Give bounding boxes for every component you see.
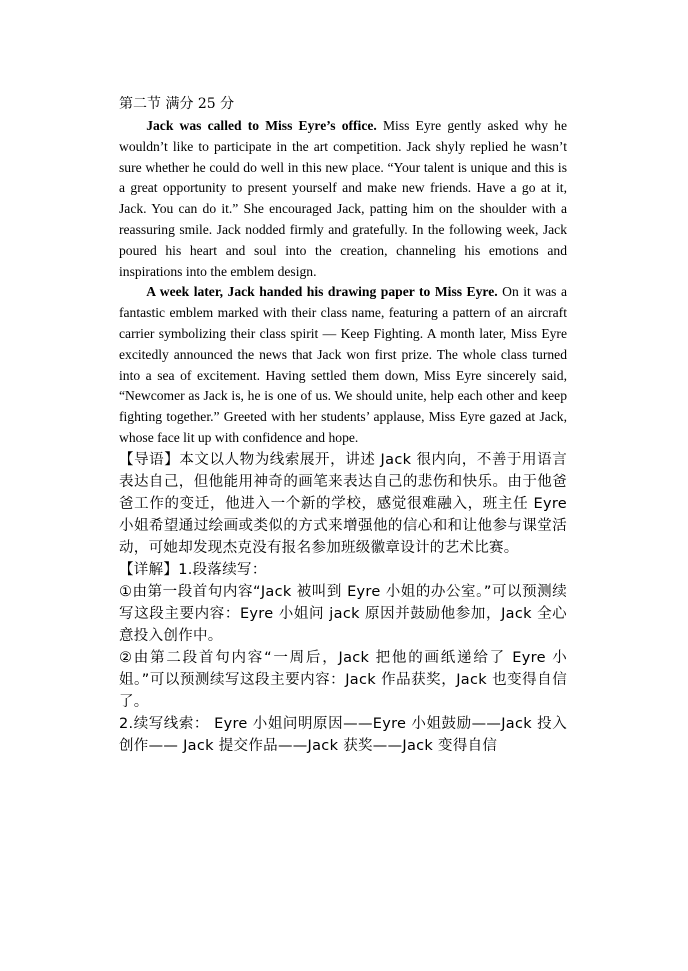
analysis-heading-text: 1.段落续写： [178, 561, 267, 578]
analysis-tag: 【详解】 [119, 561, 179, 578]
guide-paragraph [119, 449, 567, 559]
paragraph-two-body: On it was a fantastic emblem marked with their class name, featuring a pattern of an aircraft carrier symbolizing their class spirit — Keep Fighting. A month later, Miss Eyre excitedly announced the news that Jack won first prize. The whole class turned into a sea of excitement. Having settled them down, Miss Eyre sincerely said, “Newcomer as Jack is, he is one of us. We should unite, help each other and keep fighting together.” Greeted with her students’ applause, Miss Eyre gazed at Jack, whose face lit up with confidence and hope. [119, 284, 568, 445]
analysis-point-one: ①由第一段首句内容“Jack 被叫到 Eyre 小姐的办公室。”可以预测续写这段主要内容：Eyre 小姐问 jack 原因并鼓励他参加，Jack 全心意投入创作中。 [119, 583, 567, 644]
document-page [119, 94, 567, 757]
analysis-clues: 2.续写线索： Eyre 小姐问明原因——Eyre 小姐鼓励——Jack 投入创作—— Jack 提交作品——Jack 获奖——Jack 变得自信 [119, 715, 567, 754]
paragraph-one-lead: Jack was called to Miss Eyre’s office. [146, 118, 377, 133]
guide-text: 本文以人物为线索展开，讲述 Jack 很内向，不善于用语言表达自己，但他能用神奇的画笔来表达自己的悲伤和快乐。由于他爸爸工作的变迁，他进入一个新的学校，感觉很难融入，班主任 Eyre 小姐希望通过绘画或类似的方式来增强他的信心和和让他参与课堂活动，可她却发现杰克没有报名参加班级徽章设计的艺术比赛。 [119, 451, 567, 556]
paragraph-two [119, 282, 567, 448]
analysis-heading [119, 559, 567, 581]
guide-tag: 【导语】 [119, 451, 180, 468]
paragraph-two-lead: A week later, Jack handed his drawing paper to Miss Eyre. [146, 284, 498, 300]
paragraph-one-body: Miss Eyre gently asked why he wouldn’t like to participate in the art competition. Jack shyly replied he wasn’t sure whether he could do well in this new place. “Your talent is unique and this is a great opportunity to present yourself and make new friends. Have a go at it, Jack. You can do it.” She encouraged Jack, patting him on the shoulder with a reassuring smile. Jack nodded firmly and gratefully. In the following week, Jack poured his heart and soul into the creation, channeling his emotions and inspirations into the emblem design. [119, 118, 568, 279]
paragraph-one [119, 116, 567, 282]
analysis-point-two: ②由第二段首句内容“一周后，Jack 把他的画纸递给了 Eyre 小姐。”可以预测续写这段主要内容：Jack 作品获奖，Jack 也变得自信了。 [119, 649, 567, 710]
section-title: 第二节 满分 25 分 [119, 96, 235, 112]
